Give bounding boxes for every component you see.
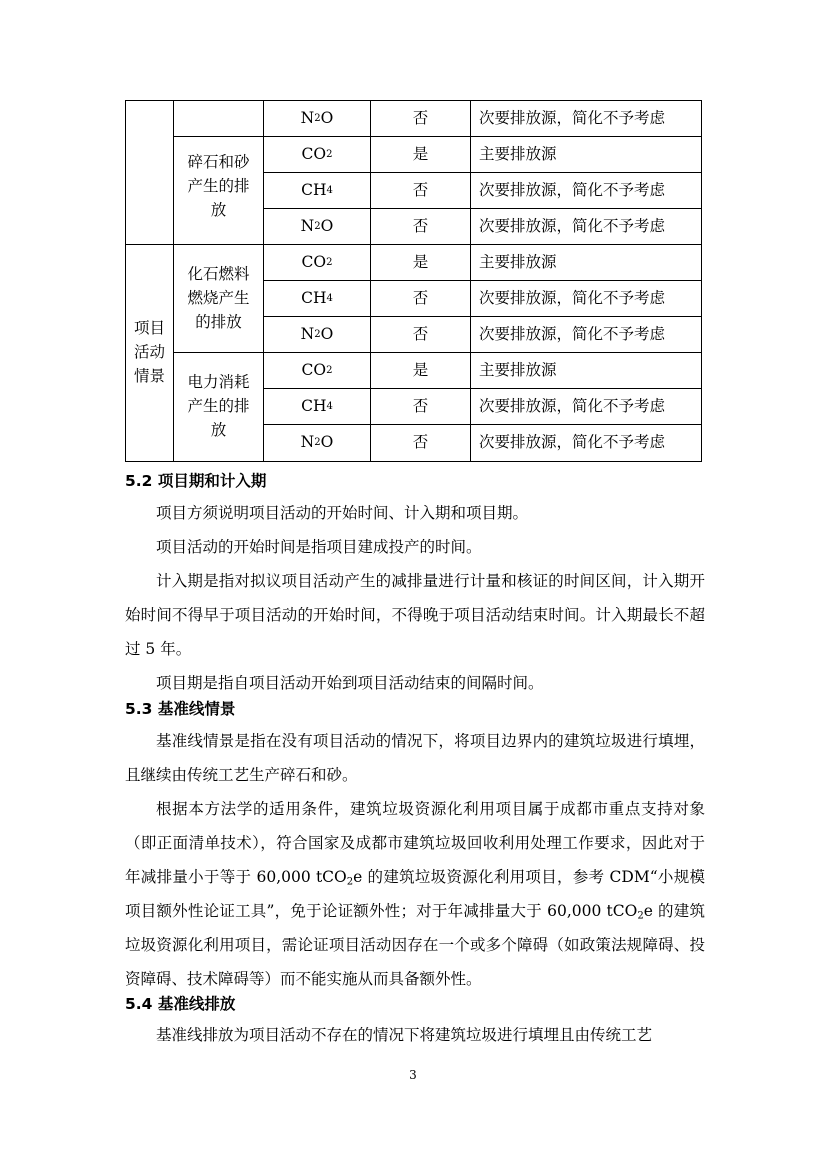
gas-cell: N 2 O — [300, 433, 334, 452]
reason-cell: 次要排放源，简化不予考虑 — [479, 216, 666, 235]
gas-cell: N 2 O — [300, 108, 334, 127]
reason-cell: 次要排放源，简化不予考虑 — [479, 396, 666, 415]
gas-cell: CH 4 — [301, 288, 333, 307]
scenario-project-cell: 项目 活动 情景 — [133, 319, 165, 385]
paragraph: 项目期是指自项目活动开始到项目活动结束的间隔时间。 — [156, 674, 544, 692]
gas-cell: N 2 O — [300, 324, 334, 343]
included-cell: 否 — [412, 433, 429, 452]
source-fuel-cell: 化石燃料 燃烧产生 的排放 — [187, 265, 250, 331]
reason-cell: 主要排放源 — [479, 144, 557, 163]
section-heading-5-2: 5.2 项目期和计入期 — [125, 472, 267, 490]
section-5-3-body — [125, 724, 705, 996]
section-5-4-body — [125, 1018, 705, 1052]
paragraph: 计入期是指对拟议项目活动产生的减排量进行计量和核证的时间区间，计入期开始时间不得早于项目活动的开始时间，不得晚于项目活动结束时间。计入期最长不超过 5 年。 — [125, 572, 705, 658]
section-heading-5-3: 5.3 基准线情景 — [125, 700, 236, 718]
page-number: 3 — [409, 1068, 417, 1082]
included-cell: 是 — [412, 360, 429, 379]
included-cell: 是 — [412, 252, 429, 271]
reason-cell: 次要排放源，简化不予考虑 — [479, 180, 666, 199]
section-5-2-body — [125, 496, 705, 700]
source-gravel-cell: 碎石和砂 产生的排 放 — [187, 153, 250, 219]
reason-cell: 主要排放源 — [479, 252, 557, 271]
emission-source-table — [125, 100, 702, 462]
reason-cell: 次要排放源，简化不予考虑 — [479, 108, 666, 127]
source-power-cell: 电力消耗 产生的排 放 — [187, 373, 250, 439]
gas-cell: CO 2 — [301, 360, 333, 379]
reason-cell: 次要排放源，简化不予考虑 — [479, 433, 666, 452]
included-cell: 否 — [412, 324, 429, 343]
reason-cell: 次要排放源，简化不予考虑 — [479, 324, 666, 343]
paragraph: 基准线情景是指在没有项目活动的情况下，将项目边界内的建筑垃圾进行填埋，且继续由传统工艺生产碎石和砂。 — [125, 732, 705, 784]
section-heading-5-4: 5.4 基准线排放 — [125, 995, 236, 1013]
included-cell: 否 — [412, 108, 429, 127]
reason-cell: 次要排放源，简化不予考虑 — [479, 288, 666, 307]
reason-cell: 主要排放源 — [479, 360, 557, 379]
included-cell: 否 — [412, 288, 429, 307]
gas-cell: CO 2 — [301, 144, 333, 163]
gas-cell: N 2 O — [300, 216, 334, 235]
included-cell: 否 — [412, 180, 429, 199]
included-cell: 是 — [412, 144, 429, 163]
gas-cell: CH 4 — [301, 396, 333, 415]
gas-cell: CH 4 — [301, 180, 333, 199]
included-cell: 否 — [412, 396, 429, 415]
gas-cell: CO 2 — [301, 252, 333, 271]
paragraph: 项目活动的开始时间是指项目建成投产的时间。 — [156, 538, 482, 556]
included-cell: 否 — [412, 216, 429, 235]
paragraph: 根据本方法学的适用条件，建筑垃圾资源化利用项目属于成都市重点支持对象（即正面清单技术），符合国家及成都市建筑垃圾回收利用处理工作要求，因此对于年减排量小于等于 60,000 tCO$_2$e 的建筑垃圾资源化利用项目，参考 CDM“小规模项目额外性论证工具”，免于论证额外性；对于年减排量大于 60,000 tCO$_2$e 的建筑垃圾资源化利用项目，需论证项目活动因存在一个或多个障碍（如政策法规障碍、投资障碍、技术障碍等）而不能实施从而具备额外性。 — [125, 800, 705, 988]
paragraph: 项目方须说明项目活动的开始时间、计入期和项目期。 — [156, 504, 529, 522]
paragraph: 基准线排放为项目活动不存在的情况下将建筑垃圾进行填埋且由传统工艺 — [156, 1026, 653, 1044]
